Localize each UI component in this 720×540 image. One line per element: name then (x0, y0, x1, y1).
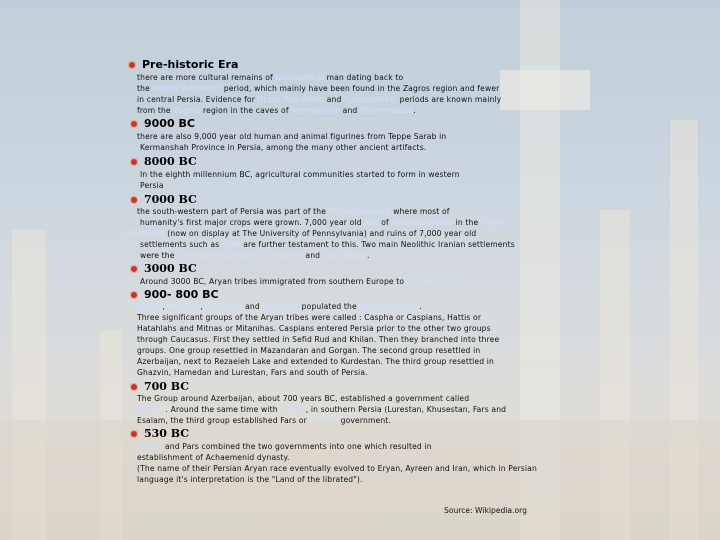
body-text: of (378, 218, 392, 227)
body-text: Kermanshah Province in Persia, among the many other ancient artifacts. (140, 143, 427, 152)
wiki-link[interactable]: Zagros (480, 218, 509, 227)
heading-text: 7000 BC (144, 193, 197, 206)
wiki-link[interactable]: Zagros (173, 106, 201, 115)
body-line (140, 277, 468, 287)
body-text: in the (453, 218, 481, 227)
body-text: Ghazvin, Hamedan and Lurestan, Fars and south of Persia. (137, 368, 368, 377)
body-line (137, 416, 391, 426)
wiki-link[interactable]: Neanderthal (275, 73, 325, 82)
body-line (137, 405, 506, 415)
heading-text: 3000 BC (144, 262, 197, 275)
body-text: establishment of Achaemenid dynasty. (137, 453, 290, 462)
body-line (140, 181, 164, 191)
wiki-link[interactable]: Medes (280, 405, 306, 414)
body-line (137, 106, 416, 116)
bullet-icon (128, 61, 136, 69)
body-text: there are more cultural remains of (137, 73, 276, 82)
body-text: through Caucasus. First they settled in Sefid Rud and Khilan. Then they branched into three (137, 335, 500, 344)
bullet-icon (130, 158, 138, 166)
body-text: , (162, 302, 168, 311)
body-text: . (419, 302, 422, 311)
wiki-link[interactable]: Epipaleolithic (344, 95, 398, 104)
wiki-link[interactable]: Khorramabad (359, 106, 414, 115)
wiki-link[interactable]: Fertile Crescent (328, 207, 391, 216)
body-text: man dating back to (324, 73, 404, 82)
wiki-link[interactable]: Middle Paleolithic (152, 84, 222, 93)
body-text: The Group around Azerbaijan, about 700 years BC, established a government called (137, 394, 470, 403)
body-line (137, 313, 481, 323)
wiki-link[interactable]: Zayandeh Rud River Civilization (177, 251, 303, 260)
body-text: were the (140, 251, 178, 260)
body-line (140, 170, 460, 180)
body-text: Azerbaijan, next to Rezaeieh Lake and extended to Kurdestan. The third group resettled in (137, 357, 494, 366)
entry-heading (130, 155, 197, 168)
body-line (137, 346, 480, 356)
entry-heading (130, 288, 219, 301)
body-text: the south-western part of Persia was part of the (137, 207, 329, 216)
wiki-link[interactable]: Medes (137, 442, 163, 451)
body-line (140, 218, 508, 228)
wiki-link[interactable]: Medes (137, 302, 163, 311)
body-line (137, 84, 499, 94)
body-text: from the (137, 106, 174, 115)
entry-heading (130, 262, 197, 275)
body-line (137, 73, 403, 83)
body-line (137, 394, 469, 404)
body-line (137, 302, 422, 312)
body-text: groups. One group resettled in Mazandaran and Gorgan. The second group resettled in (137, 346, 481, 355)
body-text: , (200, 302, 206, 311)
body-text: In the eighth millennium BC, agricultural communities started to form in western (140, 170, 460, 179)
body-line (137, 475, 363, 485)
entry-heading (130, 380, 189, 393)
body-text: in central Persia. Evidence for (137, 95, 258, 104)
wiki-link[interactable]: Parsian (309, 416, 339, 425)
body-line (124, 229, 476, 239)
body-line (137, 132, 446, 142)
body-line (137, 207, 450, 217)
body-text: region in the caves of (200, 106, 292, 115)
body-text: and Pars combined the two governments into one which resulted in (162, 442, 432, 451)
body-text: are further testament to this. Two main Neolithic Iranian settlements (240, 240, 515, 249)
body-text: Esalam, the third group established Fars or (137, 416, 310, 425)
heading-text: 900- 800 BC (144, 288, 219, 301)
entry-heading (130, 193, 197, 206)
heading-text: Pre-historic Era (142, 58, 239, 71)
body-line (137, 357, 494, 367)
source-credit: Source: Wikipedia.org (444, 506, 527, 515)
body-text: the (137, 84, 153, 93)
body-line (137, 95, 501, 105)
heading-text: 530 BC (144, 427, 190, 440)
wiki-link[interactable]: jars (364, 218, 379, 227)
body-text: (The name of their Persian Aryan race eventually evolved to Eryan, Ayreen and Iran, which in Persian (137, 464, 537, 473)
heading-text: 700 BC (144, 380, 190, 393)
body-text: language it's interpretation is the "Land of the librated"). (137, 475, 363, 484)
entry-heading (130, 427, 189, 440)
body-text: government. (338, 416, 391, 425)
body-text: and (242, 302, 263, 311)
bullet-icon (130, 430, 138, 438)
wiki-link[interactable]: Median (137, 405, 166, 414)
body-text: Three significant groups of the Aryan tribes were called : Caspha or Caspians, Hattis or (137, 313, 482, 322)
wiki-link[interactable]: Bactrians (205, 302, 243, 311)
wiki-link[interactable]: Parthians (262, 302, 300, 311)
body-line (137, 368, 368, 378)
bullet-icon (130, 291, 138, 299)
body-text: . (367, 251, 370, 260)
body-line (137, 324, 491, 334)
bullet-icon (130, 196, 138, 204)
body-line (137, 453, 290, 463)
body-line (140, 251, 370, 261)
wiki-link[interactable]: Mountains (124, 229, 165, 238)
body-line (137, 464, 537, 474)
body-text: there are also 9,000 year old human and animal figurines from Teppe Sarab in (137, 132, 447, 141)
bullet-icon (130, 383, 138, 391)
body-line (137, 335, 499, 345)
wiki-link[interactable]: Persians (167, 302, 201, 311)
body-line (140, 143, 426, 153)
wiki-link[interactable]: Ganj Dareh (322, 251, 368, 260)
entry-heading (130, 117, 195, 130)
body-text: . (413, 106, 416, 115)
entry-heading (128, 58, 238, 71)
body-text: and (302, 251, 323, 260)
body-text: Persia (140, 181, 164, 190)
wiki-link[interactable]: Upper Paleolithic (257, 95, 325, 104)
bullet-icon (130, 265, 138, 273)
wiki-link[interactable]: Kermanshah (291, 106, 341, 115)
wiki-link[interactable]: wine excavated (391, 218, 454, 227)
body-text: settlements such as (140, 240, 222, 249)
body-line (137, 442, 432, 452)
body-text: periods are known mainly (397, 95, 502, 104)
body-text: and (340, 106, 360, 115)
body-text: humanity's first major crops were grown. 7,000 year old (140, 218, 365, 227)
body-text: where most of (390, 207, 450, 216)
heading-text: 9000 BC (144, 117, 195, 130)
body-text: . Around the same time with (165, 405, 281, 414)
wiki-link[interactable]: Iranian plateau (359, 302, 420, 311)
body-text: (now on display at The University of Pennsylvania) and ruins of 7,000 year old (164, 229, 477, 238)
wiki-link[interactable]: Persian plateau (406, 277, 468, 286)
wiki-link[interactable]: Sialk (221, 240, 241, 249)
body-text: Hatahlahs and Mitnas or Mitanihas. Caspians entered Persia prior to the other two groups (137, 324, 491, 333)
body-text: , in southern Persia (Lurestan, Khusestan, Fars and (305, 405, 507, 414)
body-text: populated the (299, 302, 360, 311)
bullet-icon (130, 120, 138, 128)
body-line (140, 240, 515, 250)
heading-text: 8000 BC (144, 155, 197, 168)
body-text: period, which mainly have been found in the Zagros region and fewer (221, 84, 500, 93)
body-text: Around 3000 BC, Aryan tribes immigrated from southern Europe to (140, 277, 407, 286)
body-text: and (324, 95, 344, 104)
